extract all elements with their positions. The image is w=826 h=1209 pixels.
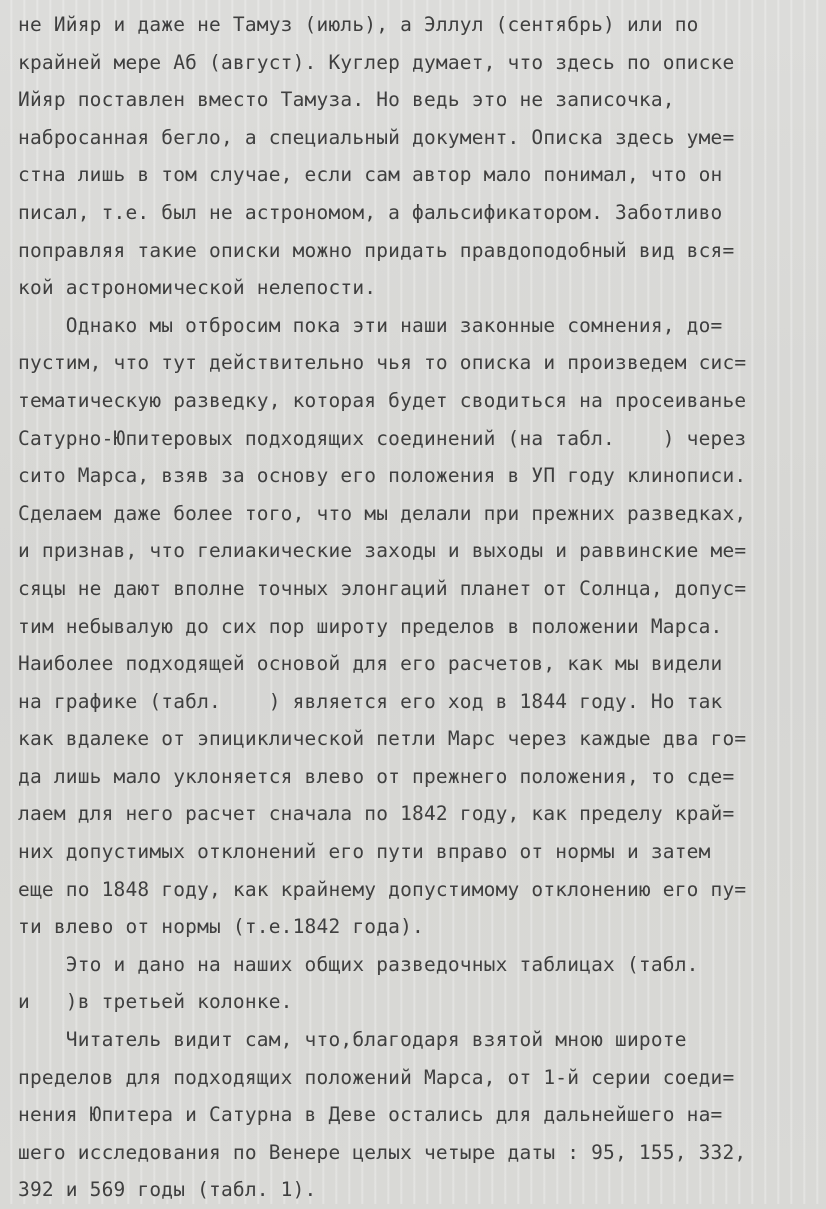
text-line: нения Юпитера и Сатурна в Деве остались для дальнейшего на=	[18, 1103, 723, 1127]
text-line: на графике (табл. ) является его ход в 1844 году. Но так	[18, 689, 723, 713]
text-line: сяцы не дают вполне точных элонгаций планет от Солнца, допус=	[18, 576, 747, 600]
text-line: крайней мере Аб (август). Куглер думает, что здесь по описке	[18, 50, 735, 74]
text-line: ти влево от нормы (т.е.1842 года).	[18, 915, 424, 939]
text-line: пустим, что тут действительно чья то описка и произведем сис=	[18, 351, 747, 375]
text-line: тематическую разведку, которая будет сводиться на просеиванье	[18, 388, 747, 412]
text-line: писал, т.е. был не астрономом, а фальсификатором. Заботливо	[18, 200, 723, 224]
text-line: кой астрономической нелепости.	[18, 276, 377, 300]
text-line: Сделаем даже более того, что мы делали при прежних разведках,	[18, 501, 747, 525]
text-line: пределов для подходящих положений Марса, от 1-й серии соеди=	[18, 1065, 735, 1089]
text-line: 392 и 569 годы (табл. 1).	[18, 1178, 317, 1202]
text-line: Однако мы отбросим пока эти наши законные сомнения, до=	[18, 313, 723, 337]
text-line: Наиболее подходящей основой для его расчетов, как мы видели	[18, 652, 723, 676]
text-line: набросанная бегло, а специальный документ. Описка здесь уме=	[18, 125, 735, 149]
text-line: Сатурно-Юпитеровых подходящих соединений (на табл. ) через	[18, 426, 747, 450]
text-line: сито Марса, взяв за основу его положения в УП году клинописи.	[18, 464, 747, 488]
text-line: них допустимых отклонений его пути вправо от нормы и затем	[18, 840, 711, 864]
text-line: шего исследования по Венере целых четыре даты : 95, 155, 332,	[18, 1140, 747, 1164]
text-line: и признав, что гелиакические заходы и выходы и раввинские ме=	[18, 539, 747, 563]
text-line: не Ийяр и даже не Тамуз (июль), а Эллул (сентябрь) или по	[18, 13, 699, 36]
text-line: Это и дано на наших общих разведочных таблицах (табл.	[18, 952, 699, 976]
text-line: да лишь мало уклоняется влево от прежнего положения, то сде=	[18, 764, 735, 788]
text-line: Ийяр поставлен вместо Тамуза. Но ведь это не записочка,	[18, 88, 675, 112]
text-line: поправляя такие описки можно придать правдоподобный вид вся=	[18, 238, 735, 262]
text-line: тим небывалую до сих пор широту пределов в положении Марса.	[18, 614, 723, 638]
text-line: еще по 1848 году, как крайнему допустимому отклонению его пу=	[18, 877, 747, 901]
text-line: стна лишь в том случае, если сам автор мало понимал, что он	[18, 163, 723, 187]
text-line: лаем для него расчет сначала по 1842 году, как пределу край=	[18, 802, 735, 826]
text-line: и )в третьей колонке.	[18, 990, 293, 1014]
text-line: как вдалеке от эпициклической петли Марс через каждые два го=	[18, 727, 747, 751]
text-line: Читатель видит сам, что,благодаря взятой мною широте	[18, 1028, 687, 1052]
page-text	[18, 6, 818, 1209]
